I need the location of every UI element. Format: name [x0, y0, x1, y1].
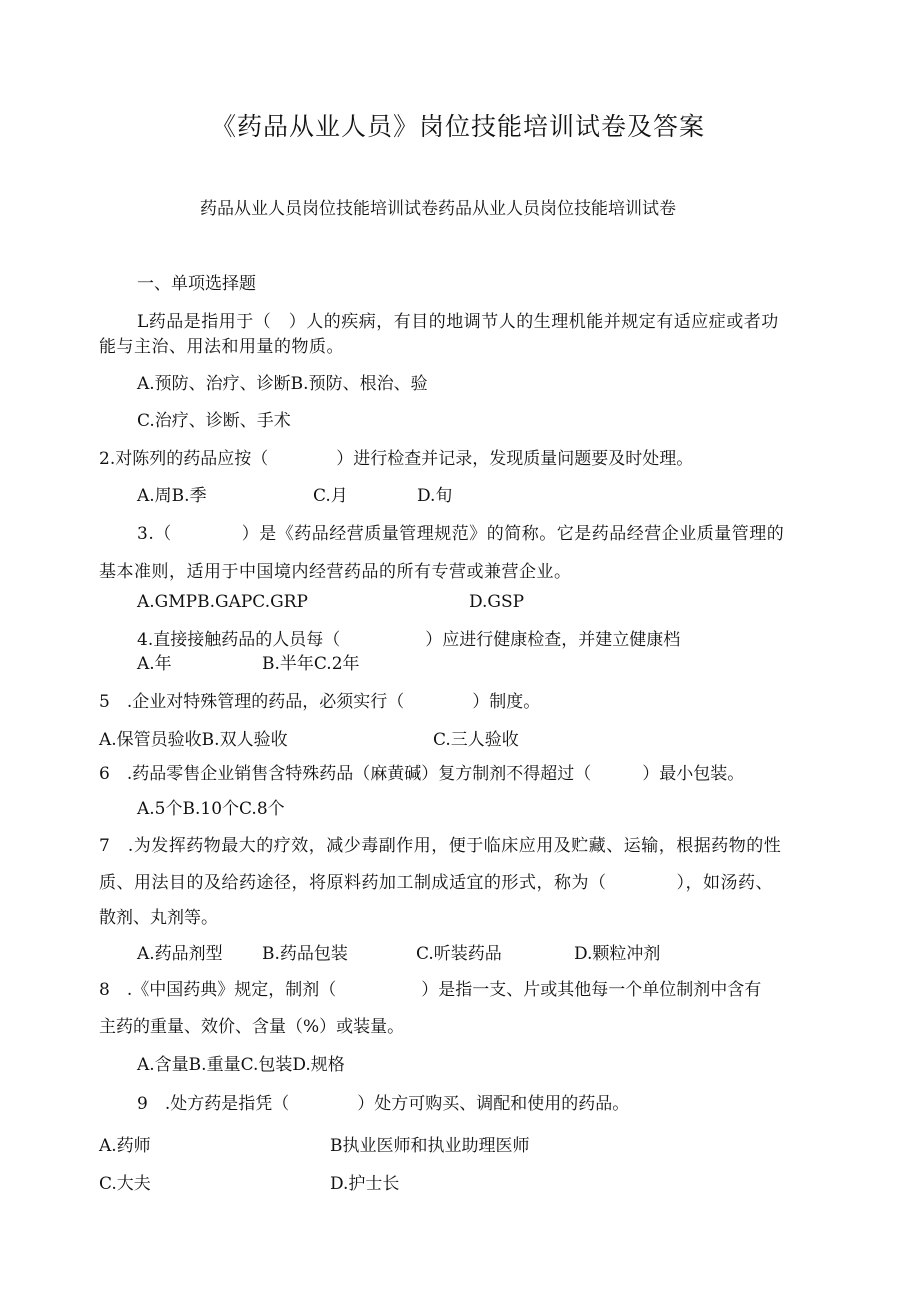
question-5-option-c: C.三人验收	[433, 730, 519, 750]
question-9-option-b: B执业医师和执业助理医师	[330, 1136, 530, 1156]
question-6-options: A.5个B.10个C.8个	[137, 799, 285, 819]
question-9-option-d: D.护士长	[330, 1174, 400, 1194]
question-9-text: 9 .处方药是指凭（ ）处方可购买、调配和使用的药品。	[137, 1094, 630, 1114]
question-1-text: L药品是指用于（ ）人的疾病，有目的地调节人的生理机能并规定有适应症或者功	[137, 312, 779, 332]
question-1-text-cont: 能与主治、用法和用量的物质。	[99, 337, 344, 357]
question-7-option-c: C.听装药品	[416, 944, 502, 964]
question-8-options: A.含量B.重量C.包装D.规格	[137, 1055, 345, 1075]
question-9-option-c: C.大夫	[99, 1174, 151, 1194]
question-5-options-ab: A.保管员验收B.双人验收	[99, 730, 288, 750]
question-1-option-c: C.治疗、诊断、手术	[137, 411, 291, 431]
question-3-option-d: D.GSP	[469, 592, 525, 612]
question-4-option-a: A.年	[137, 654, 172, 674]
question-4-text: 4.直接接触药品的人员每（ ）应进行健康检查，并建立健康档	[137, 630, 681, 650]
question-7-text-cont: 质、用法目的及给药途径，将原料药加工制成适宜的形式，称为（ ），如汤药、	[99, 873, 773, 893]
question-7-option-d: D.颗粒冲剂	[574, 944, 661, 964]
question-8-text-cont: 主药的重量、效价、含量（%）或装量。	[99, 1017, 405, 1037]
question-6-text: 6 .药品零售企业销售含特殊药品（麻黄碱）复方制剂不得超过（ ）最小包装。	[99, 764, 745, 784]
question-2-text: 2.对陈列的药品应按（ ）进行检查并记录，发现质量问题要及时处理。	[99, 449, 694, 469]
question-3-options-abc: A.GMPB.GAPC.GRP	[137, 592, 308, 612]
page-title: 《药品从业人员》岗位技能培训试卷及答案	[211, 112, 706, 141]
question-4-options-bc: B.半年C.2年	[262, 654, 360, 674]
question-7-text: 7 .为发挥药物最大的疗效，减少毒副作用，便于临床应用及贮藏、运输，根据药物的性	[99, 836, 782, 856]
page-subtitle: 药品从业人员岗位技能培训试卷药品从业人员岗位技能培训试卷	[200, 199, 676, 219]
question-3-text-cont: 基本准则，适用于中国境内经营药品的所有专营或兼营企业。	[99, 562, 572, 582]
question-2-option-ab: A.周B.季	[137, 486, 207, 506]
question-1-options-ab: A.预防、治疗、诊断B.预防、根治、验	[137, 374, 428, 394]
question-3-text: 3.（ ）是《药品经营质量管理规范》的简称。它是药品经营企业质量管理的	[137, 524, 785, 544]
question-7-text-end: 散剂、丸剂等。	[99, 908, 218, 928]
question-2-option-c: C.月	[313, 486, 348, 506]
question-7-option-b: B.药品包装	[262, 944, 348, 964]
section-heading: 一、单项选择题	[137, 274, 256, 294]
question-8-text: 8 .《中国药典》规定，制剂（ ）是指一支、片或其他每一个单位制剂中含有	[99, 980, 762, 1000]
question-5-text: 5 .企业对特殊管理的药品，必须实行（ ）制度。	[99, 692, 541, 712]
question-7-option-a: A.药品剂型	[137, 944, 223, 964]
question-2-option-d: D.旬	[417, 486, 453, 506]
question-9-option-a: A.药师	[99, 1136, 151, 1156]
